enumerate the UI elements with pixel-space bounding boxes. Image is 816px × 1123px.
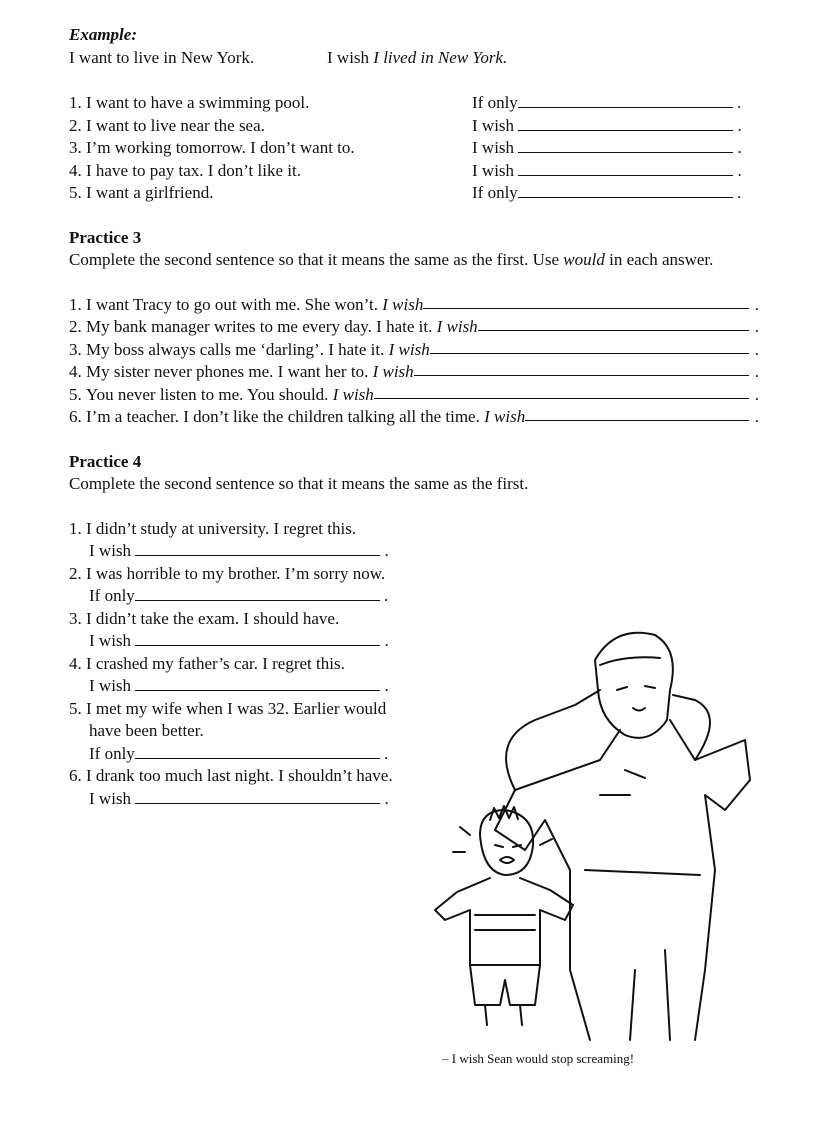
item-sentence: I was horrible to my brother. I’m sorry now.	[86, 563, 386, 583]
answer-blank[interactable]	[478, 316, 749, 331]
practice3-instruction	[69, 249, 759, 272]
item-number: 6.	[69, 407, 82, 426]
practice2-item-text	[69, 182, 472, 205]
item-number: 3.	[69, 608, 82, 628]
answer-blank[interactable]	[135, 744, 380, 759]
period: .	[754, 407, 759, 426]
practice3-instruction-a: Complete the second sentence so that it means the same as the first. Use	[69, 250, 564, 269]
answer-blank[interactable]	[135, 631, 380, 646]
practice3-item	[69, 294, 759, 317]
illustration-caption: – I wish Sean would stop screaming!	[442, 1051, 635, 1066]
answer-line: If only .	[89, 743, 389, 763]
answer-prompt: I wish	[436, 317, 478, 336]
answer-blank[interactable]	[518, 116, 733, 131]
answer-blank[interactable]	[430, 339, 749, 354]
practice2-answer: If only .	[472, 93, 742, 112]
practice2-item	[69, 115, 759, 138]
practice3-item	[69, 384, 759, 407]
example-sentence: I want to live in New York.	[69, 47, 255, 67]
practice3-item	[69, 339, 759, 362]
answer-blank[interactable]	[525, 406, 749, 421]
practice2-answer: I wish .	[472, 115, 742, 135]
item-number: 1.	[69, 93, 82, 112]
child-figure	[435, 806, 573, 1025]
item-sentence: I’m a teacher. I don’t like the children talking all the time.	[86, 407, 485, 426]
answer-prompt: I wish	[372, 362, 414, 381]
example-answer-text: I lived in New York.	[373, 47, 508, 67]
item-number: 5.	[69, 183, 82, 202]
practice3-item	[69, 316, 759, 339]
answer-prompt: If only	[89, 743, 135, 763]
item-number: 5.	[69, 698, 82, 718]
item-sentence: I drank too much last night. I shouldn’t have.	[86, 766, 393, 785]
answer-prompt: I wish	[89, 631, 136, 650]
practice2-item	[69, 92, 759, 115]
item-sentence: I met my wife when I was 32. Earlier would	[86, 698, 387, 718]
practice2-item-text	[69, 160, 472, 183]
practice4-item	[69, 518, 489, 563]
answer-prompt: I wish	[89, 788, 136, 808]
answer-blank[interactable]	[518, 161, 733, 176]
item-number: 3.	[69, 138, 82, 157]
practice2-item-text	[69, 137, 472, 160]
item-sentence: I’m working tomorrow. I don’t want to.	[86, 138, 355, 157]
answer-prompt: I wish	[89, 676, 136, 695]
practice3-title: Practice 3	[69, 227, 142, 247]
answer-blank[interactable]	[135, 676, 380, 691]
item-sentence: My bank manager writes to me every day. I hate it.	[86, 317, 437, 336]
answer-blank[interactable]	[518, 138, 733, 153]
item-sentence: I want to have a swimming pool.	[86, 93, 310, 112]
answer-prompt: I wish	[472, 115, 519, 135]
practice2-answer: I wish .	[472, 138, 742, 157]
practice2-answer: If only .	[472, 183, 742, 202]
item-number: 1.	[69, 294, 82, 314]
answer-blank[interactable]	[423, 294, 748, 309]
answer-prompt: I wish	[388, 339, 430, 359]
period: .	[754, 362, 759, 381]
answer-blank[interactable]	[518, 93, 733, 108]
answer-prompt: I wish	[484, 407, 526, 426]
item-sentence: I didn’t study at university. I regret this.	[86, 518, 357, 538]
answer-blank[interactable]	[135, 541, 380, 556]
practice4-instruction: Complete the second sentence so that it means the same as the first.	[69, 474, 529, 493]
period: .	[754, 317, 759, 336]
practice3-instruction-em: would	[563, 250, 605, 269]
answer-blank[interactable]	[518, 183, 733, 198]
item-number: 4.	[69, 362, 82, 381]
practice2-answer: I wish .	[472, 160, 742, 180]
practice4-title: Practice 4	[69, 451, 142, 471]
answer-prompt: If only	[89, 586, 135, 605]
item-sentence: I have to pay tax. I don’t like it.	[86, 160, 301, 180]
item-sentence-cont: have been better.	[89, 721, 204, 740]
item-sentence: I want Tracy to go out with me. She won’t.	[86, 294, 383, 314]
item-sentence: My sister never phones me. I want her to.	[86, 362, 373, 381]
item-sentence: I want to live near the sea.	[86, 115, 265, 135]
practice2-item	[69, 182, 759, 205]
answer-prompt: I wish	[382, 294, 424, 314]
practice3-item	[69, 406, 759, 429]
answer-line: I wish .	[89, 541, 389, 560]
answer-blank[interactable]	[135, 586, 380, 601]
answer-line: If only .	[89, 586, 389, 605]
item-sentence: I want a girlfriend.	[86, 183, 214, 202]
practice2-item	[69, 137, 759, 160]
period: .	[754, 339, 759, 359]
item-number: 2.	[69, 317, 82, 336]
example-answer-prefix: I wish	[327, 47, 374, 67]
item-number: 4.	[69, 653, 82, 673]
item-line	[69, 563, 489, 586]
practice4-item	[69, 563, 489, 608]
item-sentence: My boss always calls me ‘darling’. I hate it.	[86, 339, 389, 359]
answer-prompt: I wish	[332, 384, 374, 404]
practice2-item-text	[69, 92, 472, 115]
item-sentence: You never listen to me. You should.	[86, 384, 333, 404]
answer-prompt: If only	[472, 183, 518, 202]
example-answer	[327, 47, 507, 70]
answer-prompt: I wish	[89, 541, 136, 560]
practice2-item	[69, 160, 759, 183]
answer-prompt: I wish	[472, 138, 519, 157]
answer-blank[interactable]	[414, 361, 749, 376]
example-label: Example:	[69, 25, 137, 44]
item-sentence: I crashed my father’s car. I regret this.	[86, 653, 345, 673]
practice2-item-text	[69, 115, 472, 138]
answer-blank[interactable]	[374, 384, 749, 399]
answer-line: I wish .	[89, 631, 389, 650]
practice2-list	[69, 92, 759, 205]
answer-line: I wish .	[89, 676, 389, 695]
item-sentence: I didn’t take the exam. I should have.	[86, 608, 340, 628]
practice3-instruction-b: in each answer.	[604, 250, 714, 269]
item-number: 2.	[69, 115, 82, 135]
item-line	[69, 518, 489, 541]
father-and-child-illustration	[395, 620, 795, 1050]
answer-prompt: I wish	[472, 160, 519, 180]
answer-prompt: If only	[472, 93, 518, 112]
practice3-list	[69, 294, 759, 429]
example-row	[69, 47, 759, 70]
item-number: 3.	[69, 339, 82, 359]
item-number: 1.	[69, 518, 82, 538]
item-number: 4.	[69, 160, 82, 180]
practice3-item	[69, 361, 759, 384]
period: .	[754, 384, 759, 404]
item-number: 5.	[69, 384, 82, 404]
answer-blank[interactable]	[135, 789, 380, 804]
item-number: 6.	[69, 766, 82, 785]
period: .	[754, 294, 759, 314]
item-number: 2.	[69, 563, 82, 583]
answer-line: I wish .	[89, 788, 389, 808]
